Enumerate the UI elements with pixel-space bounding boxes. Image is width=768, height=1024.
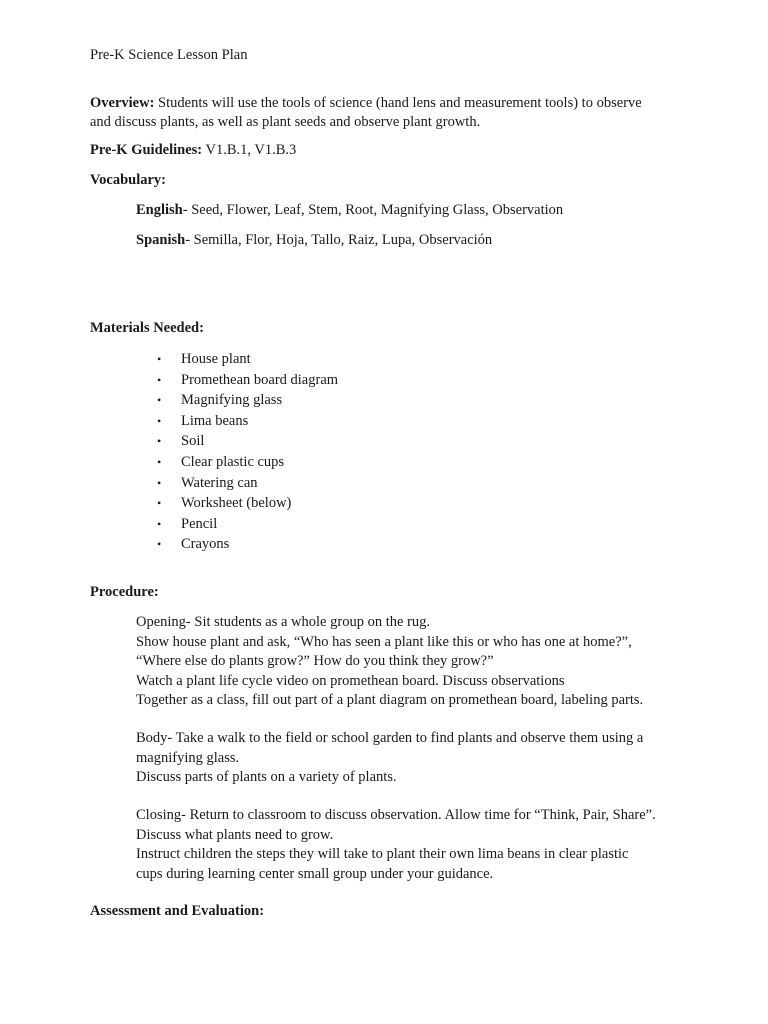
procedure-line: Watch a plant life cycle video on promethean board. Discuss observations bbox=[136, 672, 565, 689]
list-item-text: Pencil bbox=[181, 515, 218, 532]
list-item bbox=[90, 473, 338, 494]
bullet-icon: • bbox=[157, 496, 162, 511]
list-item-text: Watering can bbox=[181, 474, 258, 491]
bullet-icon: • bbox=[157, 475, 162, 490]
document-title: Pre-K Science Lesson Plan bbox=[90, 47, 248, 63]
list-item bbox=[90, 493, 338, 514]
list-item-text: Lima beans bbox=[181, 412, 249, 429]
procedure-line: Body- Take a walk to the field or school garden to find plants and observe them using a bbox=[136, 730, 644, 746]
list-item-text: Clear plastic cups bbox=[181, 453, 285, 470]
materials-list bbox=[90, 349, 338, 555]
list-item-text: Soil bbox=[181, 433, 205, 450]
list-item-text: Crayons bbox=[181, 536, 230, 553]
procedure-line: Opening- Sit students as a whole group on the rug. bbox=[136, 614, 430, 630]
bullet-icon: • bbox=[157, 537, 162, 552]
procedure-line: Instruct children the steps they will take to plant their own lima beans in clear plastic bbox=[136, 846, 629, 862]
list-item bbox=[90, 349, 338, 370]
procedure-closing bbox=[136, 806, 656, 884]
materials-heading bbox=[90, 320, 204, 337]
procedure-line: Show house plant and ask, “Who has seen a plant like this or who has one at home?”, bbox=[136, 633, 632, 650]
overview-line-2: and discuss plants, as well as plant seeds and observe plant growth. bbox=[90, 114, 481, 130]
vocabulary-heading bbox=[90, 172, 166, 189]
assessment-heading-text: Assessment and Evaluation: bbox=[90, 903, 265, 919]
procedure-heading bbox=[90, 584, 159, 601]
bullet-icon: • bbox=[157, 434, 162, 449]
bullet-icon: • bbox=[157, 454, 162, 469]
procedure-line: “Where else do plants grow?” How do you think they grow?” bbox=[136, 653, 494, 669]
bullet-icon: • bbox=[157, 393, 162, 408]
overview-label: Overview: bbox=[90, 95, 155, 111]
list-item bbox=[90, 411, 338, 432]
overview-line-1: Students will use the tools of science (hand lens and measurement tools) to observe bbox=[154, 95, 642, 111]
guidelines-text: V1.B.1, V1.B.3 bbox=[202, 142, 297, 158]
bullet-icon: • bbox=[157, 516, 162, 531]
list-item-text: Magnifying glass bbox=[181, 392, 283, 409]
list-item bbox=[90, 431, 338, 452]
list-item bbox=[90, 370, 338, 391]
procedure-body bbox=[136, 729, 643, 788]
list-item bbox=[90, 390, 338, 411]
procedure-opening bbox=[136, 613, 643, 711]
guidelines-label: Pre-K Guidelines: bbox=[90, 142, 203, 158]
list-item-text: House plant bbox=[181, 351, 251, 367]
list-item-text: Promethean board diagram bbox=[181, 371, 339, 388]
list-item-text: Worksheet (below) bbox=[181, 495, 292, 512]
vocabulary-english-text: - Seed, Flower, Leaf, Stem, Root, Magnifying Glass, Observation bbox=[182, 202, 564, 218]
vocabulary-spanish-label: Spanish bbox=[136, 232, 186, 248]
vocabulary-spanish-text: - Semilla, Flor, Hoja, Tallo, Raiz, Lupa, Observación bbox=[185, 232, 493, 248]
procedure-line: Closing- Return to classroom to discuss observation. Allow time for “Think, Pair, Share”. bbox=[136, 807, 656, 823]
list-item bbox=[90, 452, 338, 473]
assessment-heading bbox=[90, 903, 264, 920]
procedure-line: Together as a class, fill out part of a plant diagram on promethean board, labeling parts. bbox=[136, 692, 644, 708]
vocabulary-heading-text: Vocabulary: bbox=[90, 172, 166, 188]
procedure-line: magnifying glass. bbox=[136, 749, 240, 766]
list-item bbox=[90, 534, 338, 555]
procedure-line: Discuss what plants need to grow. bbox=[136, 826, 334, 843]
procedure-heading-text: Procedure: bbox=[90, 584, 159, 600]
vocabulary-english bbox=[136, 202, 563, 219]
vocabulary-english-label: English bbox=[136, 202, 183, 218]
bullet-icon: • bbox=[157, 352, 162, 366]
procedure-line: Discuss parts of plants on a variety of plants. bbox=[136, 769, 397, 785]
bullet-icon: • bbox=[157, 413, 162, 428]
overview-section bbox=[90, 94, 690, 132]
list-item bbox=[90, 514, 338, 535]
materials-heading-text: Materials Needed: bbox=[90, 320, 204, 336]
guidelines-section bbox=[90, 142, 296, 159]
vocabulary-spanish bbox=[136, 232, 492, 249]
procedure-line: cups during learning center small group under your guidance. bbox=[136, 865, 494, 882]
bullet-icon: • bbox=[157, 372, 162, 387]
